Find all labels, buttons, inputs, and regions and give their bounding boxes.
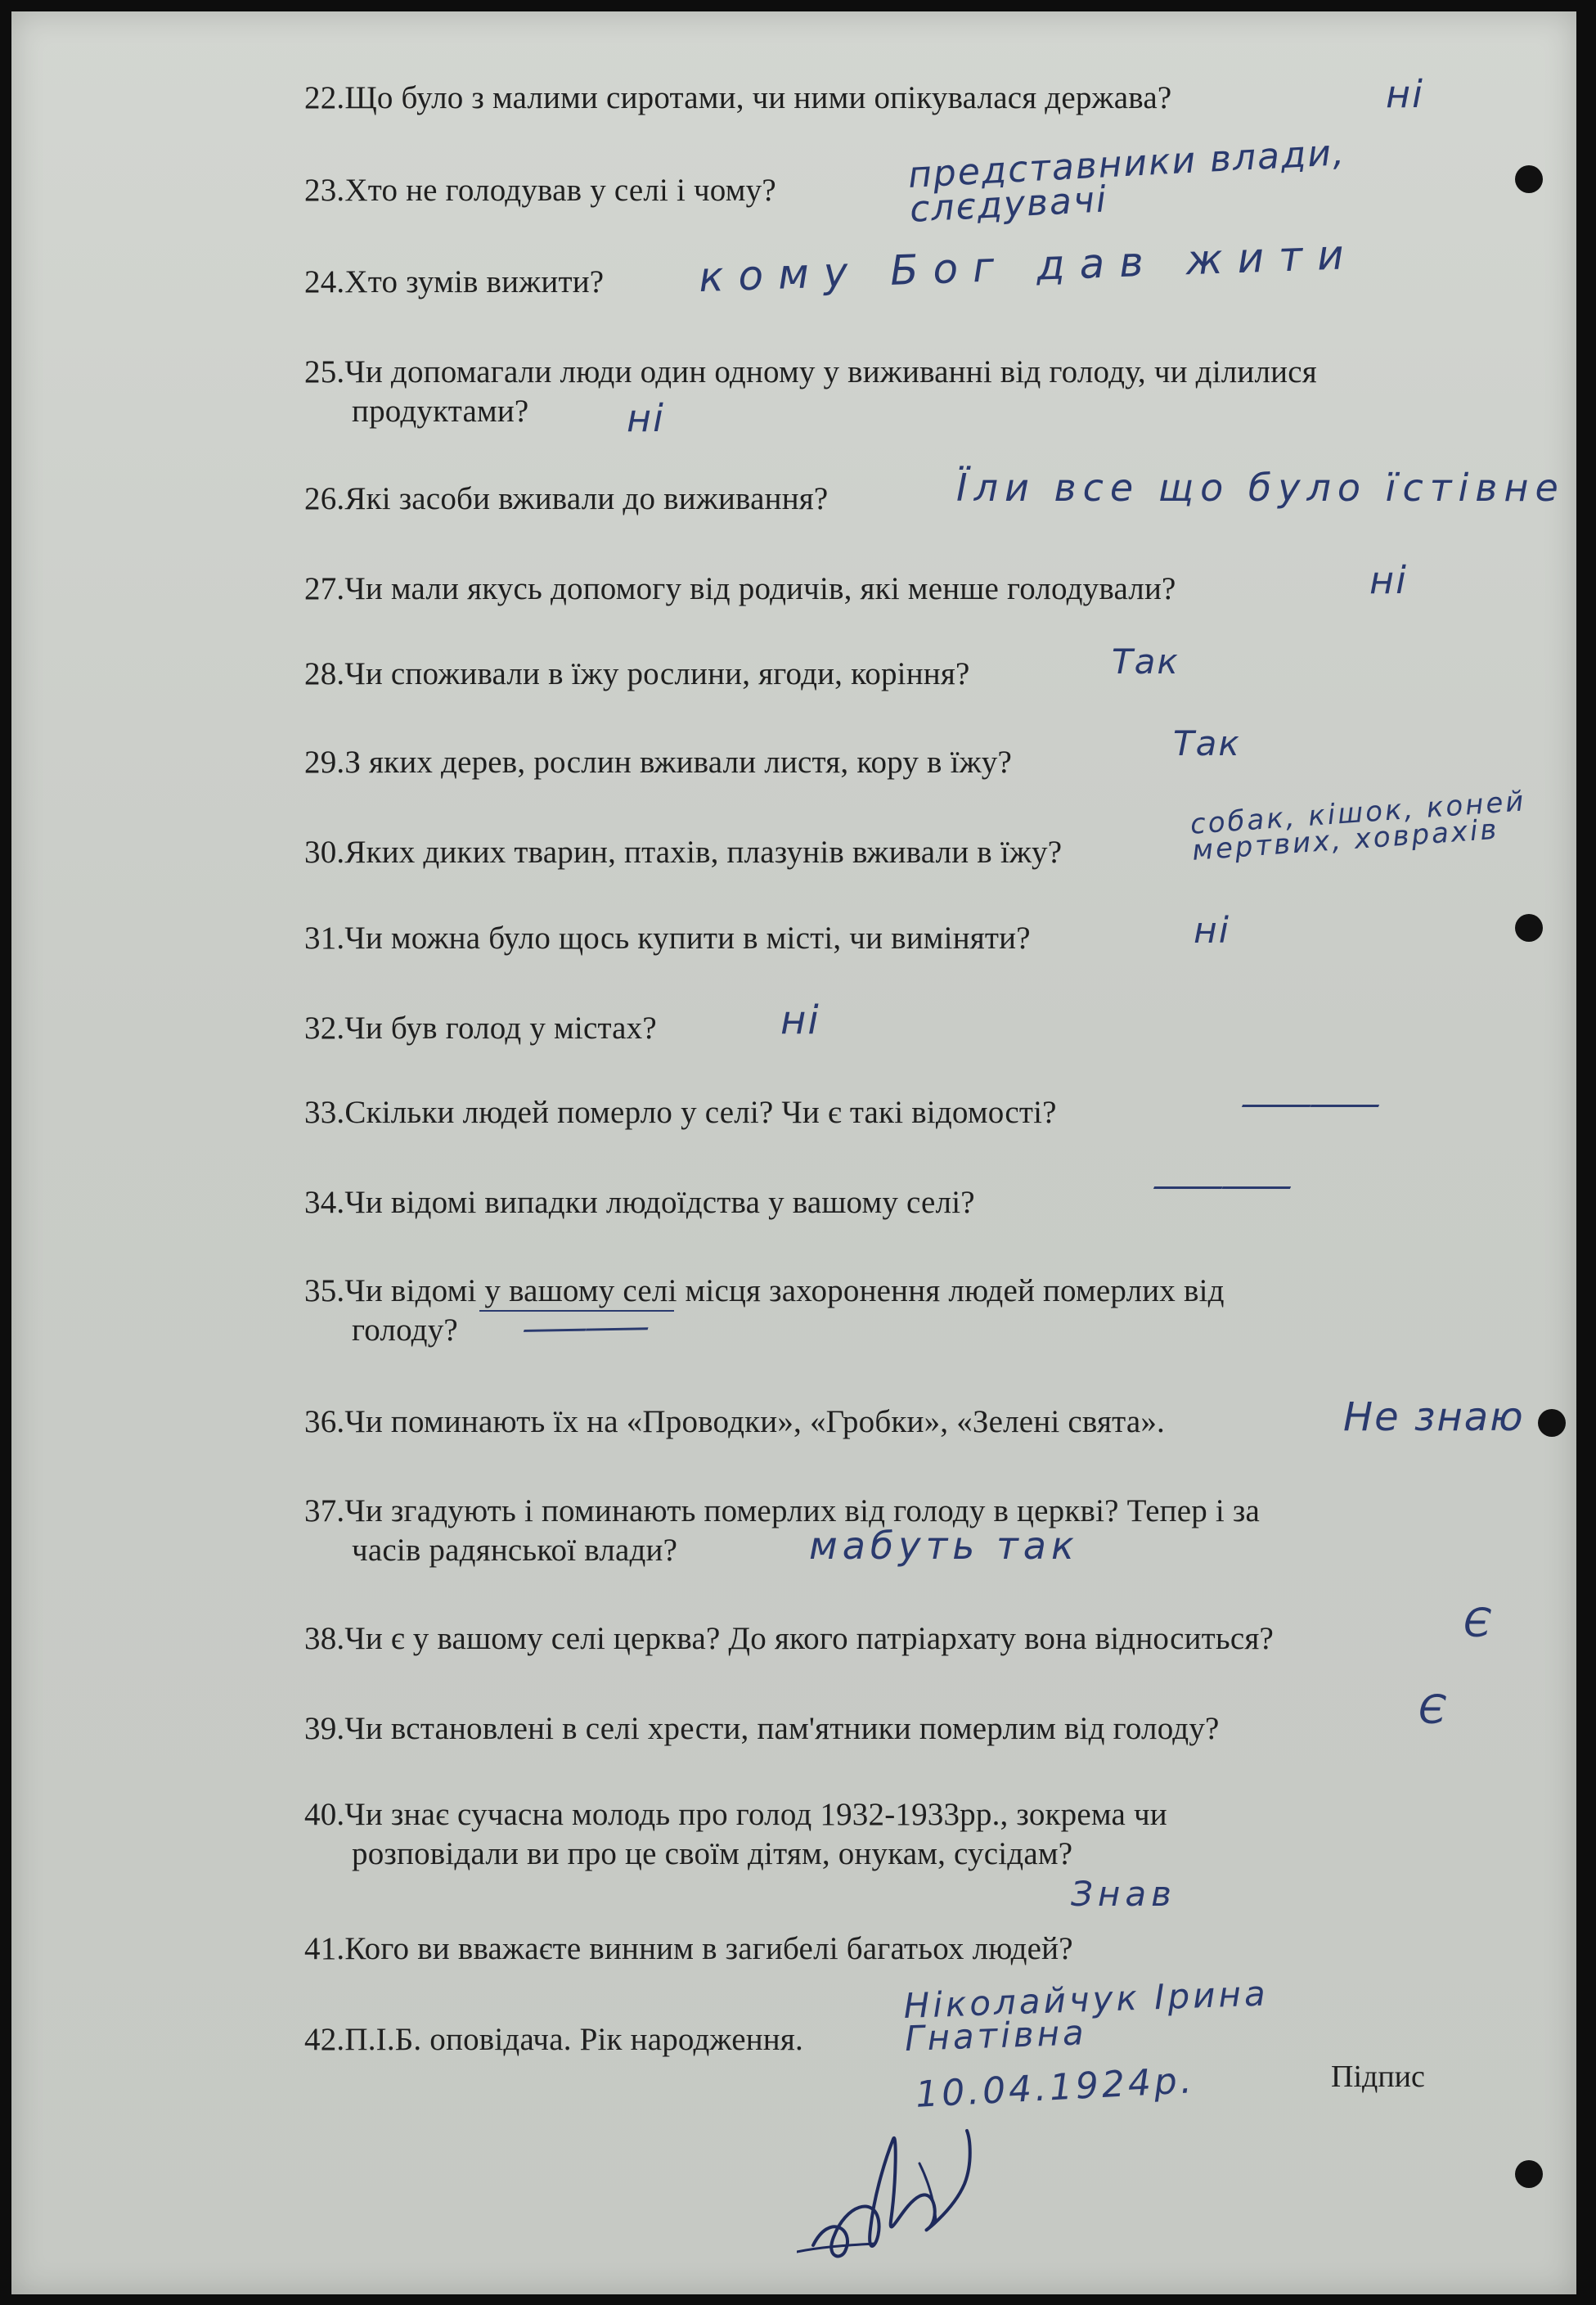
question-text: 24.Хто зумів вижити? xyxy=(304,264,605,299)
punch-hole-bottom xyxy=(1515,2160,1543,2188)
question-22 xyxy=(304,79,1171,118)
question-text: 36.Чи поминають їх на «Проводки», «Гробки», «Зелені свята». xyxy=(304,1404,1166,1439)
question-text: 38.Чи є у вашому селі церква? До якого патріархату вона відноситься? xyxy=(304,1621,1275,1656)
question-39 xyxy=(304,1709,1220,1749)
signature-label: Підпис xyxy=(1331,2060,1425,2094)
answer-38: Є xyxy=(1463,1600,1493,1646)
answer-37: мабуть так xyxy=(809,1524,1079,1568)
question-text: 31.Чи можна було щось купити в місті, чи виміняти? xyxy=(304,921,1031,956)
question-40 xyxy=(304,1795,1167,1874)
signature-image xyxy=(797,2106,1001,2278)
question-28 xyxy=(304,655,969,694)
answer-33: —— xyxy=(1239,1083,1376,1123)
question-36 xyxy=(304,1402,1165,1442)
document-page xyxy=(11,11,1576,2294)
question-text: 28.Чи споживали в їжу рослини, ягоди, коріння? xyxy=(304,656,970,691)
question-text: 34.Чи відомі випадки людоїдства у вашому селі? xyxy=(304,1185,975,1220)
answer-25: ні xyxy=(627,396,665,440)
question-41 xyxy=(304,1929,1073,1969)
question-24 xyxy=(304,263,604,302)
answer-36: Не знаю xyxy=(1343,1394,1525,1440)
answer-30: собак, кішок, коней мертвих, ховрахів xyxy=(1189,785,1527,867)
answer-28: Так xyxy=(1112,642,1180,682)
answer-42-name: Ніколайчук Ірина Гнатівна xyxy=(902,1973,1270,2059)
question-text: 32.Чи був голод у містах? xyxy=(304,1011,657,1046)
question-text: 41.Кого ви вважаєте винним в загибелі багатьох людей? xyxy=(304,1931,1073,1966)
answer-22: ні xyxy=(1386,72,1424,116)
question-text: 40.Чи знає сучасна молодь про голод 1932-1933рр., зокрема чи xyxy=(304,1797,1167,1832)
answer-31: ні xyxy=(1194,910,1230,952)
question-text-cont: продуктами? xyxy=(352,394,529,429)
question-text: 37.Чи згадують і поминають померлих від голоду в церкві? Тепер і за xyxy=(304,1493,1260,1528)
question-text: 25.Чи допомагали люди один одному у виживанні від голоду, чи ділилися xyxy=(304,354,1317,389)
question-text-cont: часів радянської влади? xyxy=(352,1533,678,1568)
question-27 xyxy=(304,569,1176,609)
question-34 xyxy=(304,1183,975,1222)
question-30 xyxy=(304,833,1062,872)
question-text: 33.Скільки людей померло у селі? Чи є такі відомості? xyxy=(304,1095,1057,1130)
answer-23: представники влади, слєдувачі xyxy=(906,131,1347,231)
question-text-cont: голоду? xyxy=(352,1312,458,1348)
question-text: 27.Чи мали якусь допомогу від родичів, які менше голодували? xyxy=(304,571,1176,606)
question-25 xyxy=(304,353,1317,431)
answer-39: Є xyxy=(1418,1687,1448,1733)
question-text: 35.Чи відомі у вашому селі місця захоронення людей померлих від xyxy=(304,1273,1225,1308)
question-text: 26.Які засоби вживали до виживання? xyxy=(304,481,829,516)
question-text: 29.З яких дерев, рослин вживали листя, кору в їжу? xyxy=(304,745,1012,780)
punch-hole-middle xyxy=(1515,914,1543,942)
question-29 xyxy=(304,743,1012,782)
punch-hole-right xyxy=(1538,1409,1566,1437)
question-text: 30.Яких диких тварин, птахів, плазунів вживали в їжу? xyxy=(304,835,1063,870)
question-35 xyxy=(304,1272,1225,1350)
question-text-cont: розповідали ви про це своїм дітям, онукам, сусідам? xyxy=(352,1836,1073,1871)
answer-24: кому Бог дав жити xyxy=(698,230,1360,302)
question-37 xyxy=(304,1492,1260,1570)
answer-42-birthdate: 10.04.1924р. xyxy=(914,2060,1196,2116)
question-text: 23.Хто не голодував у селі і чому? xyxy=(304,173,776,208)
answer-27: ні xyxy=(1369,558,1408,602)
question-text: 42.П.І.Б. оповідача. Рік народження. xyxy=(304,2022,803,2057)
answer-32: ні xyxy=(780,997,820,1043)
answer-40: Знав xyxy=(1071,1874,1176,1914)
question-text: 22.Що було з малими сиротами, чи ними опікувалася держава? xyxy=(304,80,1172,115)
question-23 xyxy=(304,171,776,210)
answer-29: Так xyxy=(1173,723,1241,763)
answer-35: —— xyxy=(519,1306,646,1348)
answer-34: —— xyxy=(1150,1165,1288,1205)
question-38 xyxy=(304,1619,1274,1659)
question-33 xyxy=(304,1093,1057,1132)
question-31 xyxy=(304,919,1031,958)
question-text: 39.Чи встановлені в селі хрести, пам'ятники померлим від голоду? xyxy=(304,1711,1220,1746)
question-26 xyxy=(304,479,828,519)
question-42 xyxy=(304,2020,803,2060)
punch-hole-top xyxy=(1515,165,1543,193)
question-32 xyxy=(304,1009,657,1048)
answer-26: Їли все що було їстівне xyxy=(956,466,1565,510)
